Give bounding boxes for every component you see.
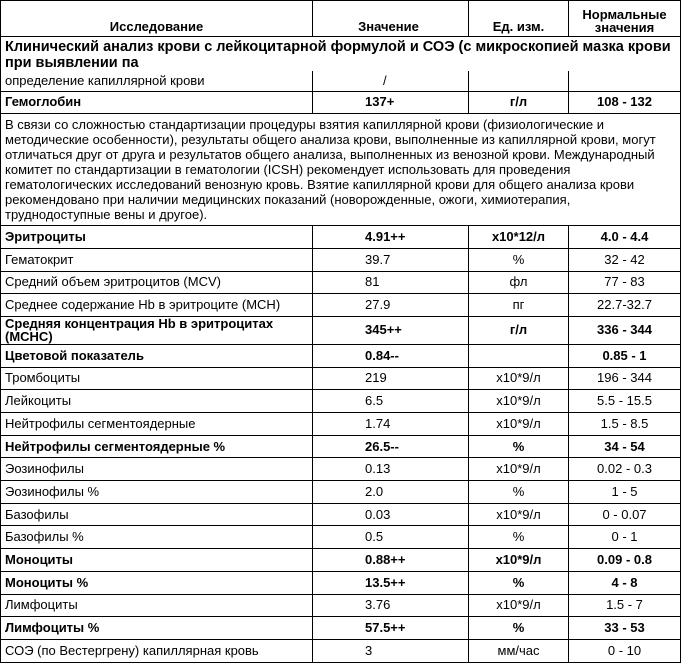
result-name: Моноциты % bbox=[1, 571, 313, 594]
result-norm: 32 - 42 bbox=[569, 248, 681, 271]
table-row bbox=[1, 549, 681, 572]
hemoglobin-name: Гемоглобин bbox=[1, 91, 313, 114]
table-row bbox=[1, 435, 681, 458]
table-row bbox=[1, 458, 681, 481]
header-value: Значение bbox=[313, 1, 469, 37]
result-unit: x10*12/л bbox=[469, 226, 569, 249]
table-row bbox=[1, 390, 681, 413]
result-name: Лимфоциты % bbox=[1, 617, 313, 640]
result-norm: 1.5 - 7 bbox=[569, 594, 681, 617]
header-name: Исследование bbox=[1, 1, 313, 37]
table-row bbox=[1, 413, 681, 436]
result-name: Эозинофилы bbox=[1, 458, 313, 481]
table-header-row bbox=[1, 1, 681, 37]
result-unit: фл bbox=[469, 271, 569, 294]
result-norm: 4 - 8 bbox=[569, 571, 681, 594]
result-unit: мм/час bbox=[469, 639, 569, 662]
result-name: Среднее содержание Hb в эритроците (MCH) bbox=[1, 294, 313, 317]
result-unit bbox=[469, 344, 569, 367]
result-value: 2.0 bbox=[313, 481, 469, 504]
result-unit: % bbox=[469, 481, 569, 504]
result-unit: x10*9/л bbox=[469, 367, 569, 390]
table-row bbox=[1, 617, 681, 640]
result-name: СОЭ (по Вестергрену) капиллярная кровь bbox=[1, 639, 313, 662]
result-value: 26.5-- bbox=[313, 435, 469, 458]
table-row bbox=[1, 367, 681, 390]
result-norm: 33 - 53 bbox=[569, 617, 681, 640]
hemoglobin-row bbox=[1, 91, 681, 114]
table-row bbox=[1, 503, 681, 526]
result-unit: x10*9/л bbox=[469, 549, 569, 572]
result-name: Тромбоциты bbox=[1, 367, 313, 390]
result-norm: 0 - 1 bbox=[569, 526, 681, 549]
result-name: Средняя концентрация Hb в эритроцитах (MCHC) bbox=[1, 316, 313, 344]
method-row bbox=[1, 71, 681, 91]
result-value: 345++ bbox=[313, 316, 469, 344]
header-norm bbox=[569, 1, 681, 37]
result-unit: x10*9/л bbox=[469, 503, 569, 526]
section-title-row bbox=[1, 37, 681, 72]
result-value: 81 bbox=[313, 271, 469, 294]
result-value: 39.7 bbox=[313, 248, 469, 271]
table-row bbox=[1, 526, 681, 549]
result-norm: 0 - 0.07 bbox=[569, 503, 681, 526]
result-name: Базофилы bbox=[1, 503, 313, 526]
table-row bbox=[1, 316, 681, 344]
result-value: 27.9 bbox=[313, 294, 469, 317]
result-name: Гематокрит bbox=[1, 248, 313, 271]
result-norm: 0.09 - 0.8 bbox=[569, 549, 681, 572]
result-name: Нейтрофилы сегментоядерные bbox=[1, 413, 313, 436]
result-name: Эритроциты bbox=[1, 226, 313, 249]
result-norm: 5.5 - 15.5 bbox=[569, 390, 681, 413]
result-norm: 77 - 83 bbox=[569, 271, 681, 294]
result-value: 0.84-- bbox=[313, 344, 469, 367]
result-value: 0.5 bbox=[313, 526, 469, 549]
header-unit: Ед. изм. bbox=[469, 1, 569, 37]
note-row bbox=[1, 114, 681, 226]
table-row bbox=[1, 344, 681, 367]
result-norm: 1 - 5 bbox=[569, 481, 681, 504]
result-value: 3.76 bbox=[313, 594, 469, 617]
result-name: Цветовой показатель bbox=[1, 344, 313, 367]
result-value: 0.13 bbox=[313, 458, 469, 481]
result-name: Средний объем эритроцитов (MCV) bbox=[1, 271, 313, 294]
result-norm: 0.02 - 0.3 bbox=[569, 458, 681, 481]
result-unit: пг bbox=[469, 294, 569, 317]
result-name: Эозинофилы % bbox=[1, 481, 313, 504]
result-value: 1.74 bbox=[313, 413, 469, 436]
result-norm: 0 - 10 bbox=[569, 639, 681, 662]
table-row bbox=[1, 639, 681, 662]
hemoglobin-norm: 108 - 132 bbox=[569, 91, 681, 114]
result-name: Нейтрофилы сегментоядерные % bbox=[1, 435, 313, 458]
result-unit: % bbox=[469, 435, 569, 458]
table-row bbox=[1, 594, 681, 617]
result-name: Лимфоциты bbox=[1, 594, 313, 617]
result-value: 6.5 bbox=[313, 390, 469, 413]
section-title: Клинический анализ крови с лейкоцитарной формулой и СОЭ (с микроскопией мазка крови при выявлении па bbox=[1, 37, 681, 72]
table-row bbox=[1, 571, 681, 594]
method-unit bbox=[469, 71, 569, 91]
result-name: Лейкоциты bbox=[1, 390, 313, 413]
result-norm: 336 - 344 bbox=[569, 316, 681, 344]
header-norm-line2: значения bbox=[594, 20, 655, 35]
method-norm bbox=[569, 71, 681, 91]
note-text: В связи со сложностью стандартизации процедуры взятия капиллярной крови (физиологические и методические особенности), результаты общего анализа крови, выполненные из капиллярной крови, могут отличаться друг от друга и результатов общего анализа, выполненных из венозной крови. Международный комитет по стандартизации в гематологии (ICSH) рекомендует использовать для проведения гематологических исследований венозную кровь. Взятие капиллярной крови для общего анализа крови рекомендовано при наличии медицинских показаний (новорожденные, ожоги, химиотерапия, труднодоступные вены и другое). bbox=[1, 114, 681, 226]
hemoglobin-unit: г/л bbox=[469, 91, 569, 114]
result-norm: 196 - 344 bbox=[569, 367, 681, 390]
result-unit: % bbox=[469, 617, 569, 640]
result-norm: 1.5 - 8.5 bbox=[569, 413, 681, 436]
result-unit: г/л bbox=[469, 316, 569, 344]
result-norm: 4.0 - 4.4 bbox=[569, 226, 681, 249]
result-name: Моноциты bbox=[1, 549, 313, 572]
table-row bbox=[1, 226, 681, 249]
method-name: определение капиллярной крови bbox=[1, 71, 313, 91]
header-norm-line1: Нормальные bbox=[582, 7, 667, 22]
result-unit: x10*9/л bbox=[469, 458, 569, 481]
result-value: 57.5++ bbox=[313, 617, 469, 640]
result-norm: 22.7-32.7 bbox=[569, 294, 681, 317]
result-unit: % bbox=[469, 571, 569, 594]
result-value: 3 bbox=[313, 639, 469, 662]
result-name: Базофилы % bbox=[1, 526, 313, 549]
table-row bbox=[1, 294, 681, 317]
result-value: 4.91++ bbox=[313, 226, 469, 249]
table-row bbox=[1, 271, 681, 294]
hemoglobin-value: 137+ bbox=[313, 91, 469, 114]
result-unit: x10*9/л bbox=[469, 413, 569, 436]
result-unit: x10*9/л bbox=[469, 594, 569, 617]
result-value: 219 bbox=[313, 367, 469, 390]
result-unit: % bbox=[469, 526, 569, 549]
result-unit: % bbox=[469, 248, 569, 271]
result-value: 0.88++ bbox=[313, 549, 469, 572]
result-value: 13.5++ bbox=[313, 571, 469, 594]
table-row bbox=[1, 481, 681, 504]
result-value: 0.03 bbox=[313, 503, 469, 526]
table-row bbox=[1, 248, 681, 271]
method-value: / bbox=[313, 71, 469, 91]
result-norm: 0.85 - 1 bbox=[569, 344, 681, 367]
result-unit: x10*9/л bbox=[469, 390, 569, 413]
result-norm: 34 - 54 bbox=[569, 435, 681, 458]
